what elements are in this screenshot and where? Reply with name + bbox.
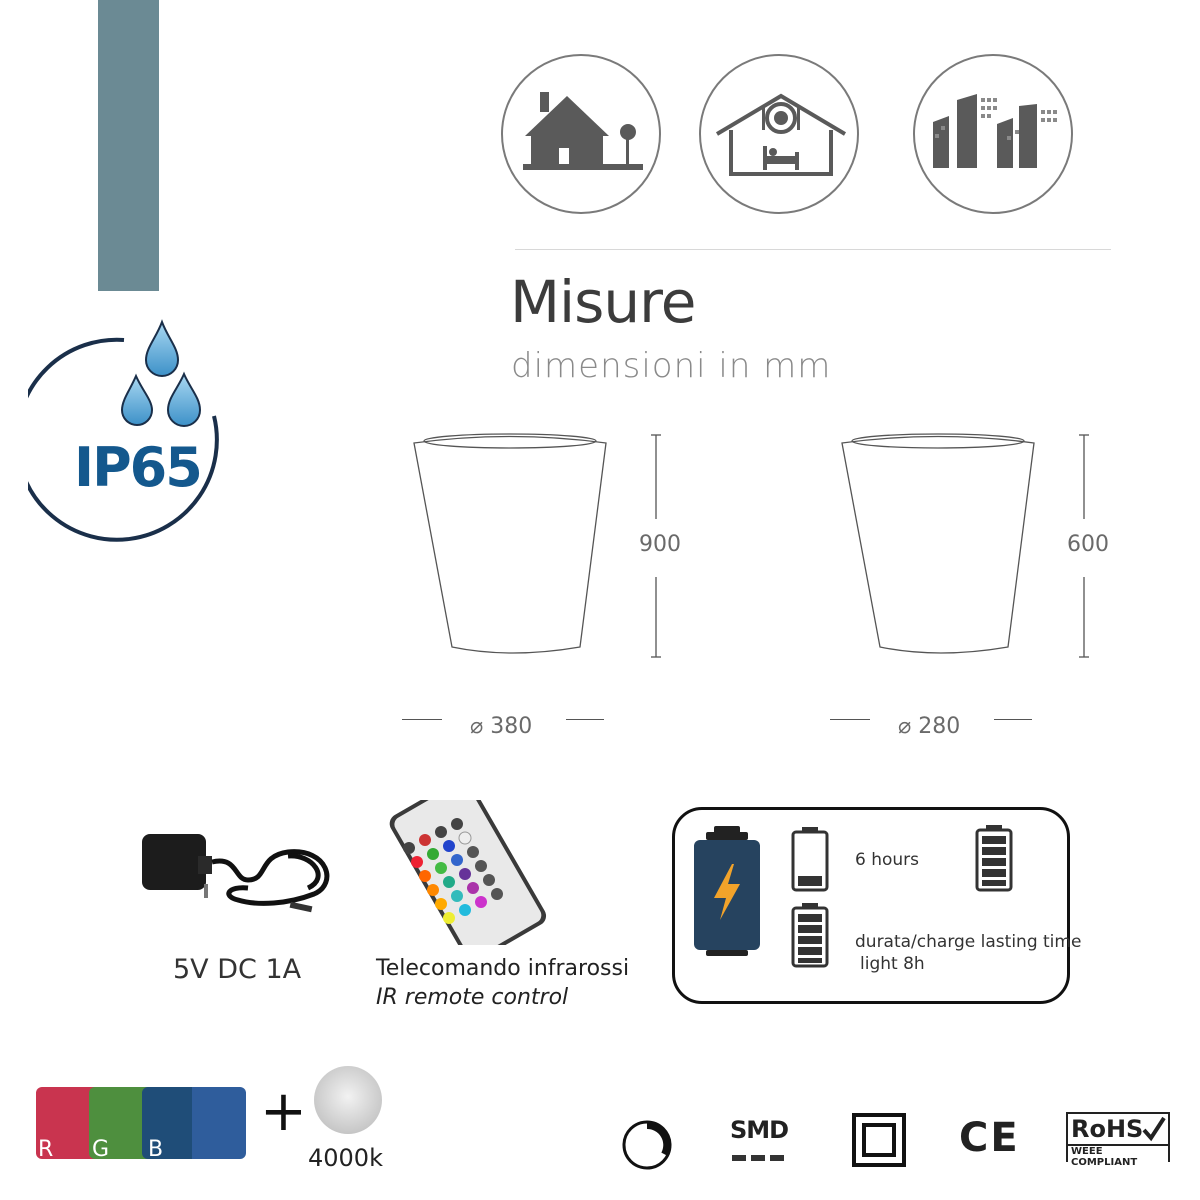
vase-small-diameter: ⌀ 280 <box>898 714 961 739</box>
vase-small-height: 600 <box>1067 532 1109 557</box>
vase-large-drawing <box>400 425 680 675</box>
rohs-label: RoHS <box>1071 1115 1144 1143</box>
page-title: Misure <box>510 268 696 336</box>
smd-label: SMD <box>730 1116 789 1144</box>
vase-large-diameter: ⌀ 380 <box>470 714 533 739</box>
battery-full-icon <box>974 824 1014 892</box>
rgb-color-swatch <box>36 1087 246 1162</box>
battery-low-icon <box>790 826 830 892</box>
checkmark-icon <box>1142 1116 1166 1142</box>
vase-small-drawing <box>828 425 1108 675</box>
page-subtitle: dimensioni in mm <box>511 346 832 386</box>
ce-mark: CE <box>959 1115 1020 1161</box>
remote-label: Telecomando infrarossi <box>376 956 630 981</box>
charge-time: 6 hours <box>855 850 920 870</box>
lasting-value: light 8h <box>860 954 925 974</box>
weee-label: WEEE COMPLIANT <box>1071 1146 1138 1168</box>
adapter-label: 5V DC 1A <box>173 954 302 985</box>
blue-swatch <box>192 1087 246 1159</box>
divider <box>515 249 1111 250</box>
rohs-badge <box>1066 1112 1170 1168</box>
rgb-b-label: B <box>148 1137 164 1162</box>
plus-sign: + <box>260 1079 307 1144</box>
rgb-g-label: G <box>92 1137 110 1162</box>
indoor-room-icon <box>699 54 859 214</box>
rgb-r-label: R <box>38 1137 54 1162</box>
dimmable-icon <box>620 1118 674 1172</box>
decorative-side-bar <box>98 0 159 291</box>
ip65-label: IP65 <box>74 436 201 499</box>
battery-full-icon <box>790 902 830 968</box>
double-insulation-icon <box>852 1113 906 1167</box>
power-adapter-image <box>138 826 340 926</box>
outdoor-house-icon <box>501 54 661 214</box>
lasting-label: durata/charge lasting time <box>855 932 1082 952</box>
city-buildings-icon <box>913 54 1073 214</box>
white-light-swatch <box>314 1066 382 1134</box>
ir-remote-image <box>383 800 553 945</box>
dimension-line <box>994 719 1032 720</box>
battery-charging-icon <box>692 824 762 964</box>
ip65-badge <box>28 318 243 550</box>
vase-large-height: 900 <box>639 532 681 557</box>
smd-chip-icon <box>731 1148 785 1158</box>
dimension-line <box>830 719 870 720</box>
dimension-line <box>402 719 442 720</box>
remote-sublabel: IR remote control <box>376 985 569 1010</box>
white-temp-label: 4000k <box>308 1144 383 1172</box>
dimension-line <box>566 719 604 720</box>
